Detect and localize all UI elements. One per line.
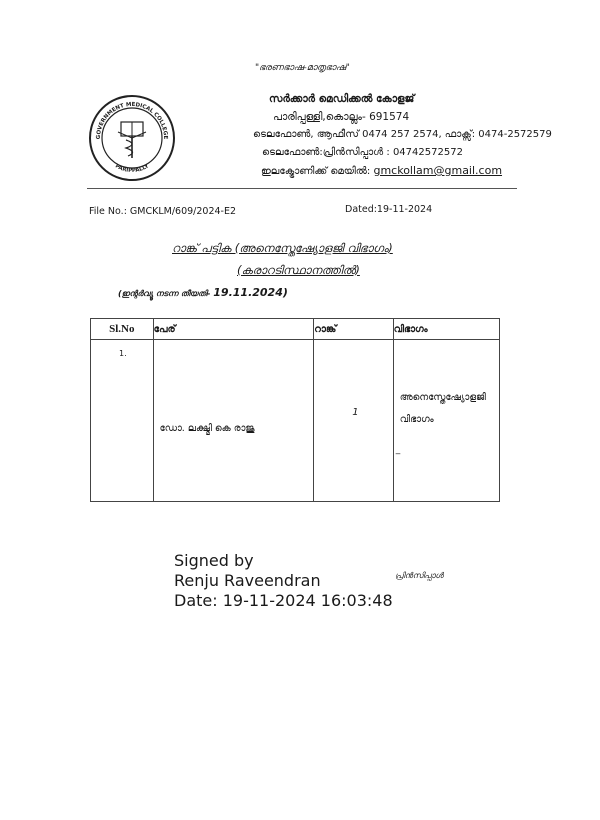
table-header-row — [91, 319, 500, 340]
svg-text:PARIPPALLY: PARIPPALLY — [113, 163, 151, 175]
cell-slno: 1. — [119, 348, 127, 358]
dated: Dated:19-11-2024 — [345, 204, 433, 215]
document-subtitle: (കരാറടിസ്ഥാനത്തിൽ) — [237, 263, 360, 277]
svg-text:GOVERNMENT MEDICAL COLLEGE: GOVERNMENT MEDICAL COLLEGE — [95, 101, 169, 140]
principal-label: പ്രിൻസിപ്പാൾ — [395, 571, 444, 580]
rank-table — [90, 318, 500, 502]
header-name: പേര് — [153, 319, 314, 340]
document-title: റാങ്ക് പട്ടിക (അനെസ്തേഷ്യോളജി വിഭാഗം) — [172, 241, 393, 255]
header-divider — [87, 188, 517, 189]
digital-signature: Signed by Renju Raveendran Date: 19-11-2024 16:03:48 — [174, 551, 393, 610]
college-seal-logo — [88, 94, 176, 182]
office-phone: ടെലഫോൺ, ആഫീസ് 0474 257 2574, ഫാക്സ്: 0474-2572579 — [253, 129, 552, 140]
interview-label: (ഇന്റർവ്യൂ നടന്ന തീയതി- — [118, 289, 211, 298]
college-name: സർക്കാർ മെഡിക്കൽ കോളജ് — [269, 93, 415, 105]
motto: "ഭരണഭാഷ-മാതൃഭാഷ" — [255, 63, 350, 73]
cell-rank: 1 — [352, 406, 359, 418]
college-address: പാരിപ്പള്ളി,കൊല്ലം- 691574 — [273, 111, 410, 123]
file-number: File No.: GMCKLM/609/2024-E2 — [89, 206, 237, 217]
cell-name: ഡോ. ലക്ഷ്മി കെ രാജു — [159, 422, 255, 434]
email-link[interactable]: gmckollam@gmail.com — [373, 164, 503, 177]
header-department: വിഭാഗം — [393, 319, 499, 340]
interview-date-line — [118, 286, 288, 299]
principal-phone: ടെലഫോൺ:പ്രിൻസിപ്പാൾ : 04742572572 — [262, 147, 463, 158]
interview-date: 19.11.2024) — [213, 286, 288, 299]
header-slno: Sl.No — [91, 319, 154, 340]
cell-department: അനെസ്തേഷ്യോളജി വിഭാഗം — [399, 391, 486, 425]
table-row — [91, 340, 500, 502]
email-label: ഇലക്ട്രോണിക്ക് മെയിൽ: — [261, 166, 374, 177]
cell-extra-mark: _ — [395, 444, 401, 455]
header-rank: റാങ്ക് — [314, 319, 393, 340]
email-line — [261, 164, 502, 177]
